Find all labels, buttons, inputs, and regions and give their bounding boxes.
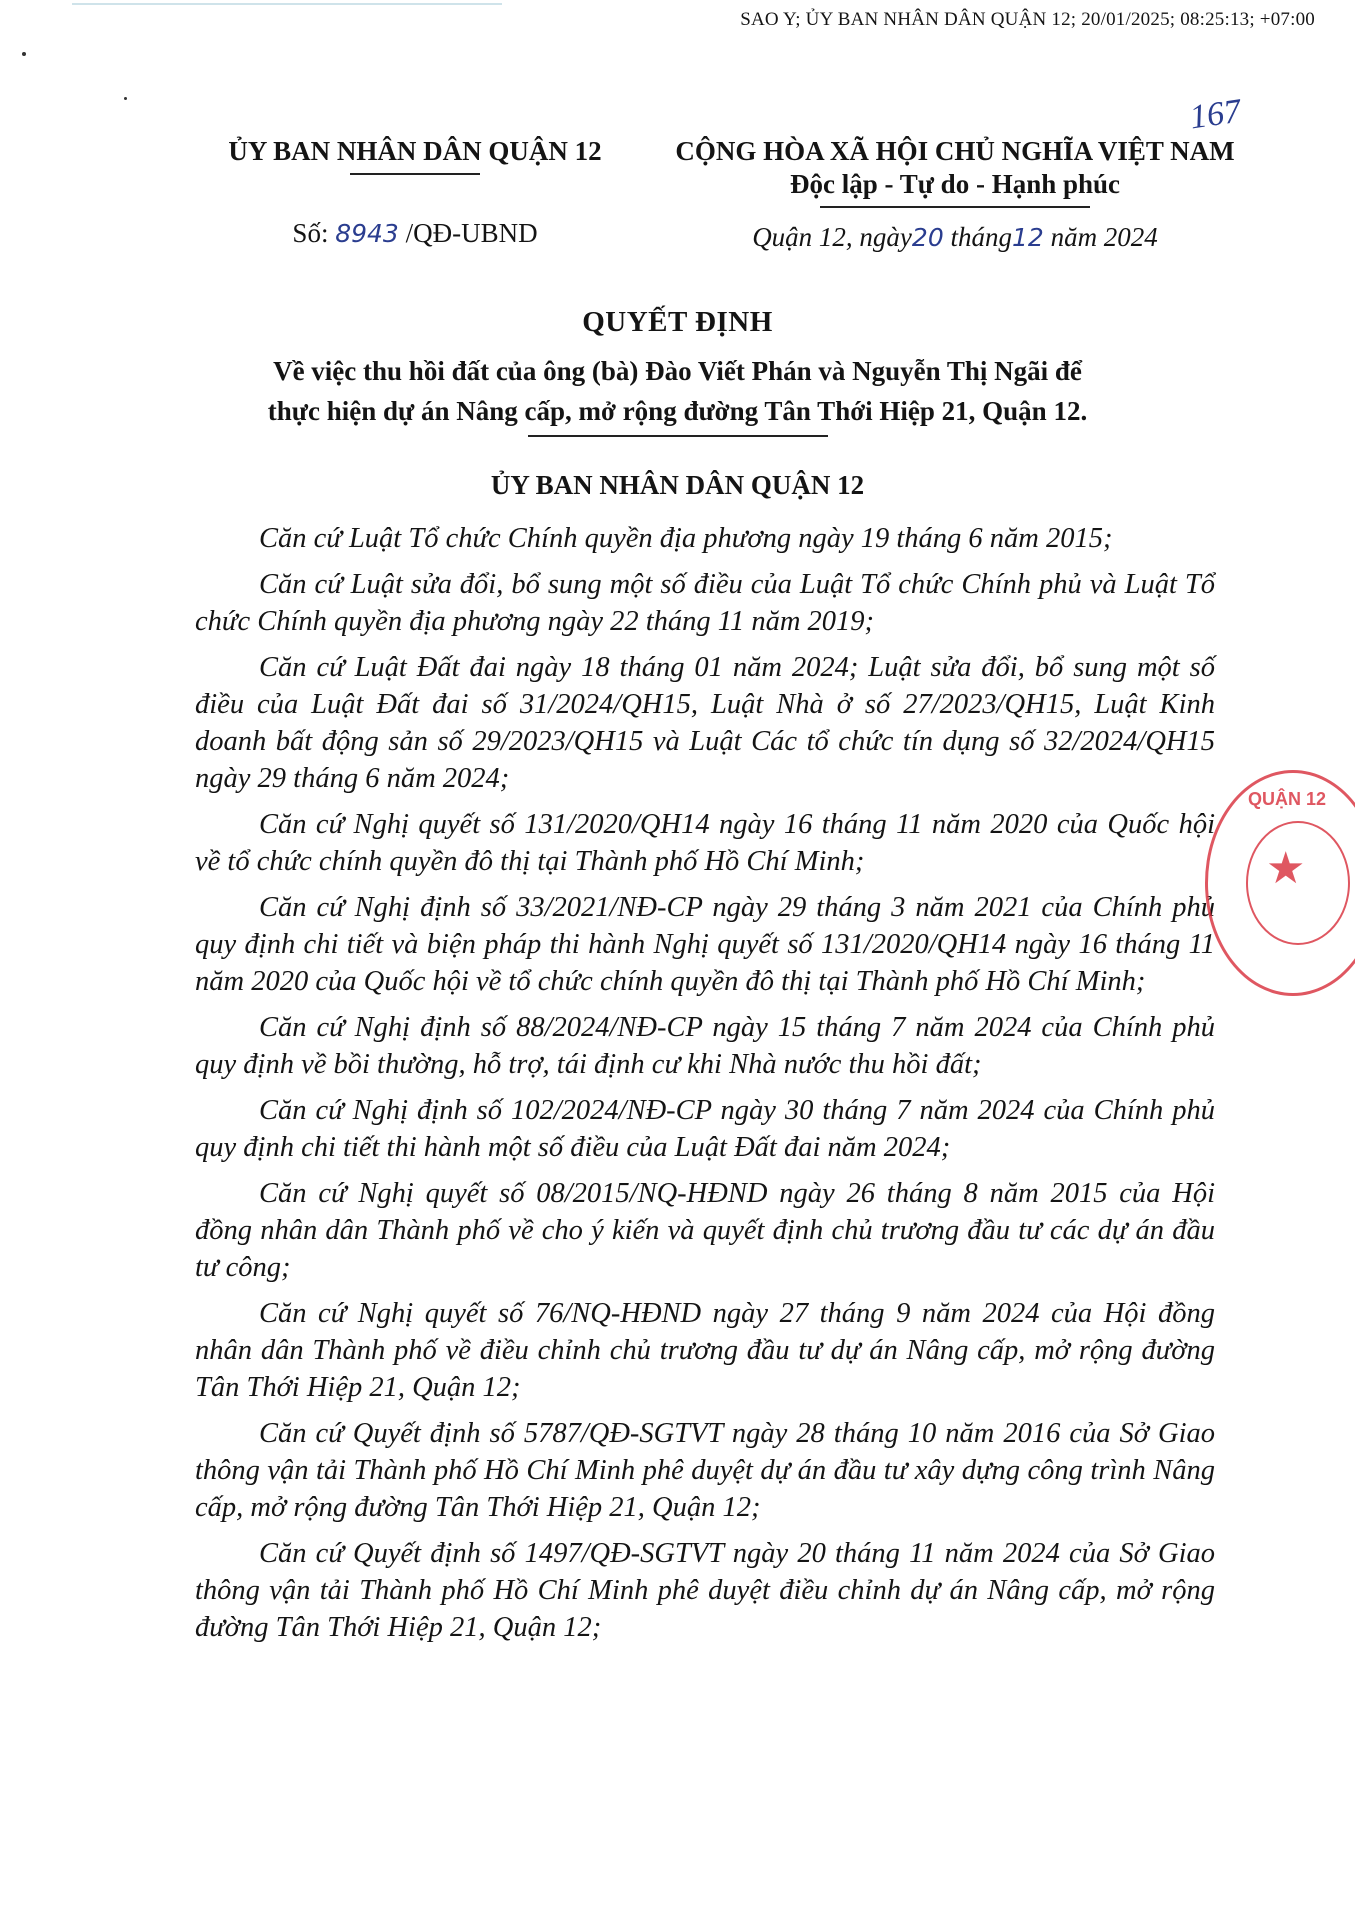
handwritten-page-number: 167 xyxy=(1187,92,1244,137)
authority-heading: ỦY BAN NHÂN DÂN QUẬN 12 xyxy=(490,470,865,500)
legal-basis-paragraph: Căn cứ Nghị định số 33/2021/NĐ-CP ngày 29 tháng 3 năm 2021 của Chính phủ quy định chi tiết và biện pháp thi hành Nghị quyết số 131/2020/QH14 ngày 16 tháng 11 năm 2020 của Quốc hội về tổ chức chính quyền đô thị tại Thành phố Hồ Chí Minh; xyxy=(195,892,1215,997)
legal-basis-paragraph: Căn cứ Nghị quyết số 131/2020/QH14 ngày 16 tháng 11 năm 2020 của Quốc hội về tổ chức chính quyền đô thị tại Thành phố Hồ Chí Minh; xyxy=(195,809,1215,877)
issuer-underline xyxy=(350,173,480,175)
date-month-label: tháng xyxy=(943,222,1012,252)
legal-basis-paragraph: Căn cứ Nghị định số 102/2024/NĐ-CP ngày 30 tháng 7 năm 2024 của Chính phủ quy định chi tiết thi hành một số điều của Luật Đất đai năm 2024; xyxy=(195,1095,1215,1163)
date-month-handwritten: 12 xyxy=(1012,223,1044,252)
document-number xyxy=(205,218,625,249)
subject-line-1: Về việc thu hồi đất của ông (bà) Đào Viết Phán và Nguyễn Thị Ngãi để xyxy=(273,356,1082,386)
date-day-handwritten: 20 xyxy=(911,223,944,252)
issue-date xyxy=(640,222,1270,253)
date-year: năm 2024 xyxy=(1050,222,1158,252)
country-name: CỘNG HÒA XÃ HỘI CHỦ NGHĨA VIỆT NAM xyxy=(675,136,1235,166)
seal-text: QUẬN 12 xyxy=(1248,789,1327,809)
legal-basis-paragraph: Căn cứ Quyết định số 1497/QĐ-SGTVT ngày 20 tháng 11 năm 2024 của Sở Giao thông vận tải Thành phố Hồ Chí Minh phê duyệt điều chỉnh dự án Nâng cấp, mở rộng đường Tân Thới Hiệp 21, Quận 12; xyxy=(195,1538,1215,1643)
scan-speck xyxy=(22,52,26,56)
seal-star-icon: ★ xyxy=(1266,844,1306,893)
document-header xyxy=(0,136,1355,256)
issuer-block xyxy=(205,136,625,175)
legal-basis-paragraph: Căn cứ Nghị quyết số 08/2015/NQ-HĐND ngày 26 tháng 8 năm 2015 của Hội đồng nhân dân Thành phố về cho ý kiến và quyết định chủ trương đầu tư các dự án đầu tư công; xyxy=(195,1178,1215,1283)
scan-artifact-line xyxy=(72,3,502,5)
document-subject xyxy=(0,351,1355,431)
motto-underline xyxy=(820,206,1090,208)
scan-speck xyxy=(124,97,127,100)
subject-underline xyxy=(528,435,828,437)
issuer-name: ỦY BAN NHÂN DÂN QUẬN 12 xyxy=(228,136,602,166)
number-suffix: /QĐ-UBND xyxy=(398,218,538,248)
number-handwritten: 8943 xyxy=(335,219,399,248)
number-prefix: Số: xyxy=(292,218,336,248)
date-prefix: Quận 12, ngày xyxy=(752,222,912,252)
copy-certification-stamp: SAO Y; ỦY BAN NHÂN DÂN QUẬN 12; 20/01/2025; 08:25:13; +07:00 xyxy=(740,9,1315,30)
national-motto: Độc lập - Tự do - Hạnh phúc xyxy=(789,169,1121,199)
legal-basis-paragraph: Căn cứ Nghị định số 88/2024/NĐ-CP ngày 15 tháng 7 năm 2024 của Chính phủ quy định về bồi thường, hỗ trợ, tái định cư khi Nhà nước thu hồi đất; xyxy=(195,1012,1215,1080)
official-seal xyxy=(1205,770,1355,996)
legal-basis-paragraph: Căn cứ Luật sửa đổi, bổ sung một số điều của Luật Tổ chức Chính phủ và Luật Tổ chức Chính quyền địa phương ngày 22 tháng 11 năm 2019; xyxy=(195,569,1215,637)
title-block xyxy=(0,306,1355,437)
legal-basis-paragraph: Căn cứ Luật Đất đai ngày 18 tháng 01 năm 2024; Luật sửa đổi, bổ sung một số điều của Luật Đất đai số 31/2024/QH15, Luật Nhà ở số 27/2023/QH15, Luật Kinh doanh bất động sản số 29/2023/QH15 và Luật Các tổ chức tín dụng số 32/2024/QH15 ngày 29 tháng 6 năm 2024; xyxy=(195,652,1215,794)
legal-basis-paragraph: Căn cứ Nghị quyết số 76/NQ-HĐND ngày 27 tháng 9 năm 2024 của Hội đồng nhân dân Thành phố về điều chỉnh chủ trương đầu tư dự án Nâng cấp, mở rộng đường Tân Thới Hiệp 21, Quận 12; xyxy=(195,1298,1215,1403)
legal-basis-paragraph: Căn cứ Quyết định số 5787/QĐ-SGTVT ngày 28 tháng 10 năm 2016 của Sở Giao thông vận tải Thành phố Hồ Chí Minh phê duyệt dự án đầu tư xây dựng công trình Nâng cấp, mở rộng đường Tân Thới Hiệp 21, Quận 12; xyxy=(195,1418,1215,1523)
document-title: QUYẾT ĐỊNH xyxy=(582,306,773,338)
legal-basis-list xyxy=(195,520,1215,1655)
legal-basis-paragraph: Căn cứ Luật Tổ chức Chính quyền địa phương ngày 19 tháng 6 năm 2015; xyxy=(259,523,1113,554)
national-title-block xyxy=(640,136,1270,208)
subject-line-2: thực hiện dự án Nâng cấp, mở rộng đường Tân Thới Hiệp 21, Quận 12. xyxy=(267,396,1088,426)
